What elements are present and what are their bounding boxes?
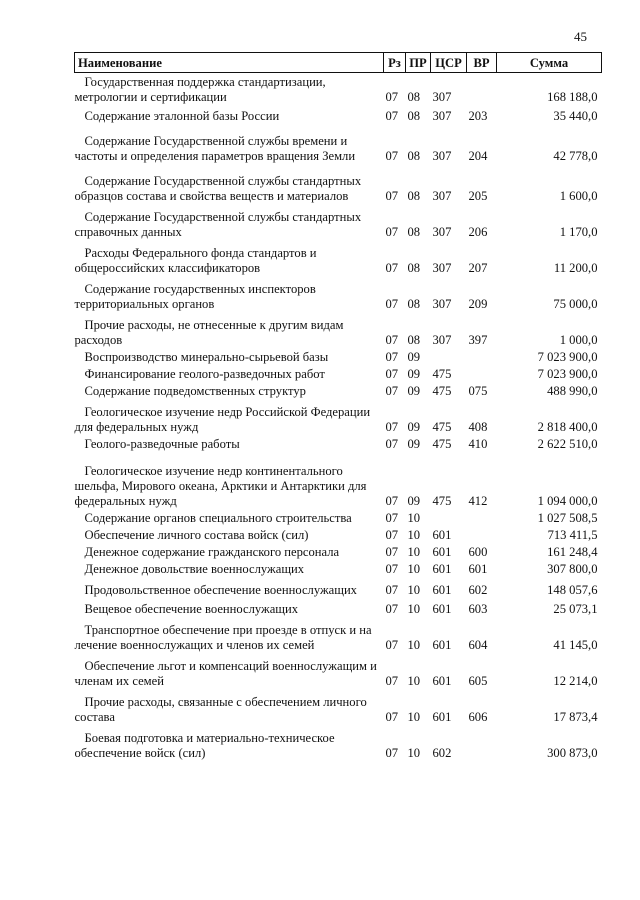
- row-csr: 307: [432, 261, 452, 275]
- row-pr: 10: [407, 674, 421, 688]
- row-rz: 07: [385, 437, 399, 451]
- row-pr: 09: [407, 437, 421, 451]
- header-vr: ВР: [467, 53, 497, 73]
- row-sum: 11 200,0: [553, 261, 598, 275]
- row-name: [75, 164, 384, 204]
- row-vr: [467, 348, 497, 365]
- table-row: [75, 312, 602, 348]
- row-name-text: Содержание эталонной базы России: [84, 109, 280, 123]
- table-row: [75, 653, 602, 689]
- row-pr: 08: [407, 109, 421, 123]
- row-name: [75, 124, 384, 164]
- row-pr: 10: [407, 710, 421, 724]
- row-rz: 07: [385, 367, 399, 381]
- row-pr: 10: [407, 545, 421, 559]
- row-vr: 209: [468, 297, 488, 311]
- table-row: [75, 348, 602, 365]
- row-sum: 2 622 510,0: [537, 437, 598, 451]
- row-vr: 410: [468, 437, 488, 451]
- row-sum: 25 073,1: [553, 602, 598, 616]
- row-pr: 08: [407, 261, 421, 275]
- row-rz: 07: [385, 90, 399, 104]
- table-row: [75, 276, 602, 312]
- table-row: [75, 164, 602, 204]
- row-name-text: Содержание государственных инспекторов территориальных органов: [74, 282, 316, 311]
- row-rz: 07: [385, 494, 399, 508]
- row-csr: 601: [432, 562, 452, 576]
- row-sum: 713 411,5: [547, 528, 598, 542]
- row-csr: 601: [432, 528, 452, 542]
- table-row: [75, 560, 602, 577]
- row-pr: 09: [407, 494, 421, 508]
- row-name: [75, 382, 384, 399]
- row-name: [75, 276, 384, 312]
- row-csr: 475: [432, 494, 452, 508]
- row-sum: 35 440,0: [553, 109, 598, 123]
- row-name-text: Денежное содержание гражданского персонала: [84, 545, 340, 559]
- header-pr: ПР: [406, 53, 431, 73]
- row-vr: 604: [468, 638, 488, 652]
- row-name-text: Прочие расходы, связанные с обеспечением личного состава: [74, 695, 367, 724]
- row-name-text: Содержание Государственной службы стандартных справочных данных: [74, 210, 362, 239]
- row-sum: 161 248,4: [547, 545, 598, 559]
- row-rz: 07: [385, 602, 399, 616]
- row-pr: 08: [407, 333, 421, 347]
- table-body: [75, 73, 602, 762]
- row-name-text: Государственная поддержка стандартизации, метрологии и сертификации: [74, 75, 326, 104]
- row-rz: 07: [385, 562, 399, 576]
- row-name: [75, 73, 384, 106]
- row-name: [75, 598, 384, 617]
- row-name-text: Транспортное обеспечение при проезде в отпуск и на лечение военнослужащих и членов их семей: [74, 623, 372, 652]
- row-pr: 08: [407, 225, 421, 239]
- row-sum: 75 000,0: [553, 297, 598, 311]
- row-vr: [467, 73, 497, 106]
- row-name-text: Геолого-разведочные работы: [84, 437, 240, 451]
- row-name: [75, 526, 384, 543]
- row-name: [75, 653, 384, 689]
- row-csr: [431, 509, 467, 526]
- table-row: [75, 598, 602, 617]
- row-name-text: Денежное довольствие военнослужащих: [84, 562, 305, 576]
- row-vr: 602: [468, 583, 488, 597]
- table-row: [75, 526, 602, 543]
- table-row: [75, 509, 602, 526]
- row-pr: 09: [407, 420, 421, 434]
- row-rz: 07: [385, 297, 399, 311]
- row-csr: 475: [432, 384, 452, 398]
- row-csr: 601: [432, 602, 452, 616]
- row-rz: 07: [385, 511, 399, 525]
- row-pr: 08: [407, 297, 421, 311]
- table-row: [75, 543, 602, 560]
- table-row: [75, 577, 602, 598]
- row-name-text: Продовольственное обеспечение военнослужащих: [84, 583, 357, 597]
- row-csr: 601: [432, 710, 452, 724]
- row-name: [75, 689, 384, 725]
- table-row: [75, 689, 602, 725]
- row-csr: 307: [432, 225, 452, 239]
- row-vr: [467, 365, 497, 382]
- row-vr: [467, 526, 497, 543]
- row-vr: 206: [468, 225, 488, 239]
- row-name: [75, 312, 384, 348]
- row-sum: 148 057,6: [547, 583, 598, 597]
- row-sum: 2 818 400,0: [537, 420, 598, 434]
- row-csr: 602: [432, 746, 452, 760]
- row-vr: 606: [468, 710, 488, 724]
- row-rz: 07: [385, 528, 399, 542]
- table-row: [75, 105, 602, 124]
- row-rz: 07: [385, 333, 399, 347]
- row-name-text: Содержание Государственной службы стандартных образцов состава и свойства веществ и материалов: [74, 174, 362, 203]
- row-pr: 10: [407, 583, 421, 597]
- row-sum: 41 145,0: [553, 638, 598, 652]
- row-name-text: Геологическое изучение недр континентального шельфа, Мирового океана, Арктики и Антарктики для федеральных нужд: [74, 464, 367, 508]
- table-header-row: [75, 53, 602, 73]
- table-row: [75, 725, 602, 761]
- row-csr: [431, 348, 467, 365]
- table-row: [75, 399, 602, 435]
- header-sum: Сумма: [497, 53, 602, 73]
- row-pr: 09: [407, 384, 421, 398]
- row-csr: 307: [432, 333, 452, 347]
- row-vr: 075: [468, 384, 488, 398]
- row-name: [75, 348, 384, 365]
- row-name: [75, 365, 384, 382]
- table-row: [75, 240, 602, 276]
- row-vr: 207: [468, 261, 488, 275]
- row-sum: 17 873,4: [553, 710, 598, 724]
- row-pr: 08: [407, 149, 421, 163]
- row-name: [75, 452, 384, 509]
- row-vr: 412: [468, 494, 488, 508]
- table-row: [75, 204, 602, 240]
- page-number: 45: [574, 29, 587, 44]
- row-name-text: Содержание подведомственных структур: [84, 384, 306, 398]
- row-rz: 07: [385, 638, 399, 652]
- row-vr: 204: [468, 149, 488, 163]
- row-name: [75, 560, 384, 577]
- row-pr: 08: [407, 189, 421, 203]
- row-rz: 07: [385, 583, 399, 597]
- row-pr: 10: [407, 638, 421, 652]
- row-sum: 168 188,0: [547, 90, 598, 104]
- row-vr: [467, 725, 497, 761]
- row-vr: 601: [468, 562, 488, 576]
- row-csr: 601: [432, 674, 452, 688]
- row-csr: 475: [432, 437, 452, 451]
- table-row: [75, 124, 602, 164]
- row-csr: 601: [432, 583, 452, 597]
- row-name-text: Воспроизводство минерально-сырьевой базы: [84, 350, 329, 364]
- row-sum: 7 023 900,0: [537, 367, 598, 381]
- row-sum: 1 170,0: [559, 225, 598, 239]
- row-csr: 475: [432, 420, 452, 434]
- row-name: [75, 105, 384, 124]
- row-vr: 408: [468, 420, 488, 434]
- header-csr: ЦСР: [431, 53, 467, 73]
- row-vr: [467, 509, 497, 526]
- row-name: [75, 399, 384, 435]
- table-row: [75, 617, 602, 653]
- row-name-text: Обеспечение льгот и компенсаций военнослужащим и членам их семей: [74, 659, 377, 688]
- row-pr: 10: [407, 511, 421, 525]
- row-sum: 1 000,0: [559, 333, 598, 347]
- row-sum: 1 094 000,0: [537, 494, 598, 508]
- row-name-text: Содержание Государственной службы времени и частоты и определения параметров вращения Земли: [74, 134, 356, 163]
- row-rz: 07: [385, 261, 399, 275]
- row-sum: 488 990,0: [547, 384, 598, 398]
- row-name-text: Содержание органов специального строительства: [84, 511, 352, 525]
- row-name: [75, 543, 384, 560]
- table-row: [75, 73, 602, 106]
- row-name-text: Расходы Федерального фонда стандартов и общероссийских классификаторов: [74, 246, 317, 275]
- table-row: [75, 452, 602, 509]
- row-pr: 09: [407, 350, 421, 364]
- row-sum: 307 800,0: [547, 562, 598, 576]
- row-pr: 10: [407, 562, 421, 576]
- row-rz: 07: [385, 149, 399, 163]
- row-sum: 12 214,0: [553, 674, 598, 688]
- row-pr: 09: [407, 367, 421, 381]
- row-name: [75, 204, 384, 240]
- row-pr: 10: [407, 746, 421, 760]
- row-sum: 42 778,0: [553, 149, 598, 163]
- row-csr: 475: [432, 367, 452, 381]
- table-row: [75, 435, 602, 452]
- row-rz: 07: [385, 109, 399, 123]
- row-name-text: Геологическое изучение недр Российской Федерации для федеральных нужд: [74, 405, 371, 434]
- table-row: [75, 382, 602, 399]
- row-vr: 205: [468, 189, 488, 203]
- row-name-text: Вещевое обеспечение военнослужащих: [84, 602, 299, 616]
- row-pr: 10: [407, 528, 421, 542]
- row-rz: 07: [385, 225, 399, 239]
- row-pr: 08: [407, 90, 421, 104]
- row-rz: 07: [385, 545, 399, 559]
- row-rz: 07: [385, 674, 399, 688]
- row-name: [75, 617, 384, 653]
- row-rz: 07: [385, 189, 399, 203]
- row-sum: 7 023 900,0: [537, 350, 598, 364]
- row-rz: 07: [385, 746, 399, 760]
- row-name-text: Финансирование геолого-разведочных работ: [84, 367, 325, 381]
- row-name: [75, 509, 384, 526]
- row-vr: 605: [468, 674, 488, 688]
- row-name: [75, 240, 384, 276]
- row-vr: 600: [468, 545, 488, 559]
- row-csr: 601: [432, 545, 452, 559]
- row-name-text: Боевая подготовка и материально-техническое обеспечение войск (сил): [74, 731, 335, 760]
- row-rz: 07: [385, 350, 399, 364]
- row-csr: 307: [432, 90, 452, 104]
- row-name: [75, 435, 384, 452]
- row-rz: 07: [385, 384, 399, 398]
- row-vr: 397: [468, 333, 488, 347]
- row-csr: 307: [432, 149, 452, 163]
- row-csr: 307: [432, 189, 452, 203]
- row-sum: 1 600,0: [559, 189, 598, 203]
- row-name: [75, 725, 384, 761]
- row-sum: 300 873,0: [547, 746, 598, 760]
- row-name-text: Обеспечение личного состава войск (сил): [84, 528, 309, 542]
- row-rz: 07: [385, 710, 399, 724]
- row-name-text: Прочие расходы, не отнесенные к другим видам расходов: [74, 318, 344, 347]
- row-rz: 07: [385, 420, 399, 434]
- row-vr: 603: [468, 602, 488, 616]
- row-csr: 307: [432, 109, 452, 123]
- row-pr: 10: [407, 602, 421, 616]
- budget-table: [74, 52, 602, 761]
- header-rz: Рз: [384, 53, 406, 73]
- row-vr: 203: [468, 109, 488, 123]
- table-row: [75, 365, 602, 382]
- row-sum: 1 027 508,5: [537, 511, 598, 525]
- row-name: [75, 577, 384, 598]
- row-csr: 307: [432, 297, 452, 311]
- row-csr: 601: [432, 638, 452, 652]
- header-name: Наименование: [75, 53, 384, 73]
